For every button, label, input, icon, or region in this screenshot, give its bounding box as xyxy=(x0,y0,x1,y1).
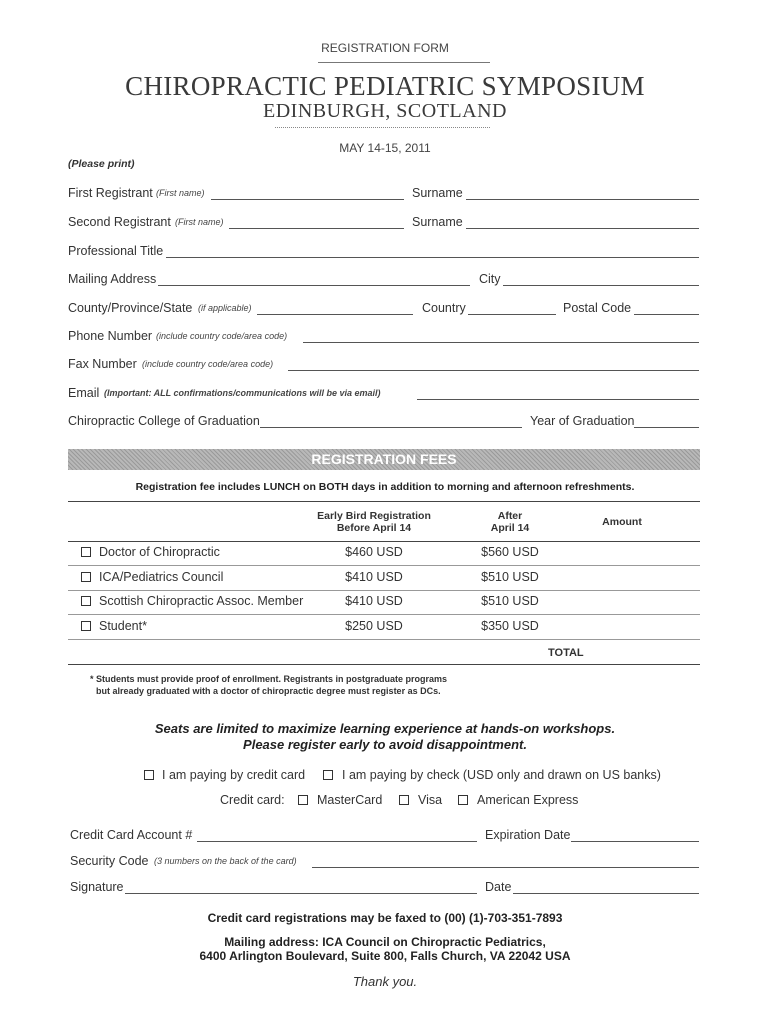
country-label: Country xyxy=(422,301,466,315)
signature-field[interactable] xyxy=(125,893,477,894)
college-label: Chiropractic College of Graduation xyxy=(68,414,260,428)
first-registrant-label: First Registrant xyxy=(68,186,153,200)
mailing-address-line-1: Mailing address: ICA Council on Chiropractic Pediatrics, xyxy=(224,935,546,949)
amex-label: American Express xyxy=(477,793,579,807)
phone-note: (include country code/area code) xyxy=(156,331,288,341)
second-registrant-first-name-field[interactable] xyxy=(229,228,404,229)
fees-intro: Registration fee includes LUNCH on BOTH days in addition to morning and afternoon refreshments. xyxy=(135,481,635,493)
col-early-bird-1: Early Bird Registration xyxy=(317,510,431,522)
registration-fees-banner: REGISTRATION FEES xyxy=(68,449,700,470)
professional-title-field[interactable] xyxy=(166,257,699,258)
seats-note-2: Please register early to avoid disappointment. xyxy=(243,737,527,752)
header-divider-top xyxy=(318,62,490,63)
fee-row-early: $410 USD xyxy=(345,594,403,608)
phone-label: Phone Number xyxy=(68,329,153,343)
pay-credit-card-checkbox[interactable] xyxy=(144,770,154,780)
mailing-address-field[interactable] xyxy=(158,285,470,286)
if-applicable-note: (if applicable) xyxy=(198,303,252,313)
fee-row-after: $510 USD xyxy=(481,594,539,608)
date-label: Date xyxy=(485,880,512,894)
col-after-1: After xyxy=(497,510,523,522)
expiration-label: Expiration Date xyxy=(485,828,571,842)
amex-checkbox[interactable] xyxy=(458,795,468,805)
fees-table-bottom-rule xyxy=(68,664,700,665)
event-date: MAY 14-15, 2011 xyxy=(339,141,431,155)
expiration-field[interactable] xyxy=(571,841,699,842)
first-registrant-first-name-field[interactable] xyxy=(211,199,404,200)
security-code-note: (3 numbers on the back of the card) xyxy=(154,856,297,866)
fee-row-after: $350 USD xyxy=(481,619,539,633)
county-label: County/Province/State xyxy=(68,301,193,315)
thank-you: Thank you. xyxy=(352,974,418,989)
security-code-field[interactable] xyxy=(312,867,699,868)
county-field[interactable] xyxy=(257,314,413,315)
fax-instructions: Credit card registrations may be faxed to (00) (1)-703-351-7893 xyxy=(207,911,563,925)
security-code-label: Security Code xyxy=(70,854,149,868)
fees-table-top-rule xyxy=(68,501,700,502)
col-amount: Amount xyxy=(602,516,642,528)
college-field[interactable] xyxy=(260,427,522,428)
email-note: (Important: ALL confirmations/communications will be via email) xyxy=(104,388,381,398)
doctor-checkbox[interactable] xyxy=(81,547,91,557)
fee-row-early: $250 USD xyxy=(345,619,403,633)
mastercard-label: MasterCard xyxy=(317,793,383,807)
student-footnote-2: but already graduated with a doctor of chiropractic degree must register as DCs. xyxy=(96,686,441,696)
year-label: Year of Graduation xyxy=(530,414,635,428)
credit-card-label: Credit card: xyxy=(220,793,285,807)
fee-row-after: $510 USD xyxy=(481,570,539,584)
phone-field[interactable] xyxy=(303,342,699,343)
fax-field[interactable] xyxy=(288,370,699,371)
country-field[interactable] xyxy=(468,314,556,315)
fax-note: (include country code/area code) xyxy=(142,359,274,369)
ica-council-checkbox[interactable] xyxy=(81,572,91,582)
student-footnote-1: * Students must provide proof of enrollment. Registrants in postgraduate programs xyxy=(90,674,448,684)
header-divider-bottom xyxy=(275,127,490,128)
email-label: Email xyxy=(68,386,100,400)
first-name-note-1: (First name) xyxy=(156,188,205,198)
fee-row-label: Student* xyxy=(99,619,147,633)
fee-row-rule xyxy=(68,565,700,566)
professional-title-label: Professional Title xyxy=(68,244,164,258)
postal-code-field[interactable] xyxy=(634,314,699,315)
visa-checkbox[interactable] xyxy=(399,795,409,805)
surname-label-1: Surname xyxy=(412,186,463,200)
fees-header-rule xyxy=(68,541,700,542)
mastercard-checkbox[interactable] xyxy=(298,795,308,805)
fax-label: Fax Number xyxy=(68,357,137,371)
postal-code-label: Postal Code xyxy=(563,301,632,315)
mailing-address-label: Mailing Address xyxy=(68,272,157,286)
page-title: CHIROPRACTIC PEDIATRIC SYMPOSIUM xyxy=(125,71,645,101)
fee-row-label: Scottish Chiropractic Assoc. Member xyxy=(99,594,304,608)
col-after-2: April 14 xyxy=(490,522,530,534)
surname-label-2: Surname xyxy=(412,215,463,229)
pay-credit-card-label: I am paying by credit card xyxy=(162,768,306,782)
total-label: TOTAL xyxy=(548,647,584,659)
fee-row-after: $560 USD xyxy=(481,545,539,559)
mailing-address-line-2: 6400 Arlington Boulevard, Suite 800, Falls Church, VA 22042 USA xyxy=(199,949,571,963)
scottish-assoc-checkbox[interactable] xyxy=(81,596,91,606)
fee-row-early: $410 USD xyxy=(345,570,403,584)
date-field[interactable] xyxy=(513,893,699,894)
pay-check-label: I am paying by check (USD only and drawn on US banks) xyxy=(342,768,661,782)
fee-row-label: ICA/Pediatrics Council xyxy=(99,570,224,584)
student-checkbox[interactable] xyxy=(81,621,91,631)
visa-label: Visa xyxy=(418,793,443,807)
fee-row-early: $460 USD xyxy=(345,545,403,559)
signature-label: Signature xyxy=(70,880,124,894)
city-field[interactable] xyxy=(503,285,699,286)
first-registrant-surname-field[interactable] xyxy=(466,199,699,200)
year-field[interactable] xyxy=(634,427,699,428)
form-label: REGISTRATION FORM xyxy=(321,41,449,55)
seats-note-1: Seats are limited to maximize learning experience at hands-on workshops. xyxy=(154,721,616,736)
email-field[interactable] xyxy=(417,399,699,400)
col-early-bird-2: Before April 14 xyxy=(336,522,412,534)
first-name-note-2: (First name) xyxy=(175,217,224,227)
second-registrant-label: Second Registrant xyxy=(68,215,171,229)
please-print-note: (Please print) xyxy=(68,158,135,170)
page-subtitle: EDINBURGH, SCOTLAND xyxy=(263,100,507,122)
fee-row-rule xyxy=(68,614,700,615)
card-account-label: Credit Card Account # xyxy=(70,828,193,842)
fee-row-label: Doctor of Chiropractic xyxy=(99,545,220,559)
fee-row-rule xyxy=(68,590,700,591)
city-label: City xyxy=(479,272,501,286)
second-registrant-surname-field[interactable] xyxy=(466,228,699,229)
fee-row-rule xyxy=(68,639,700,640)
card-account-field[interactable] xyxy=(197,841,477,842)
pay-check-checkbox[interactable] xyxy=(323,770,333,780)
